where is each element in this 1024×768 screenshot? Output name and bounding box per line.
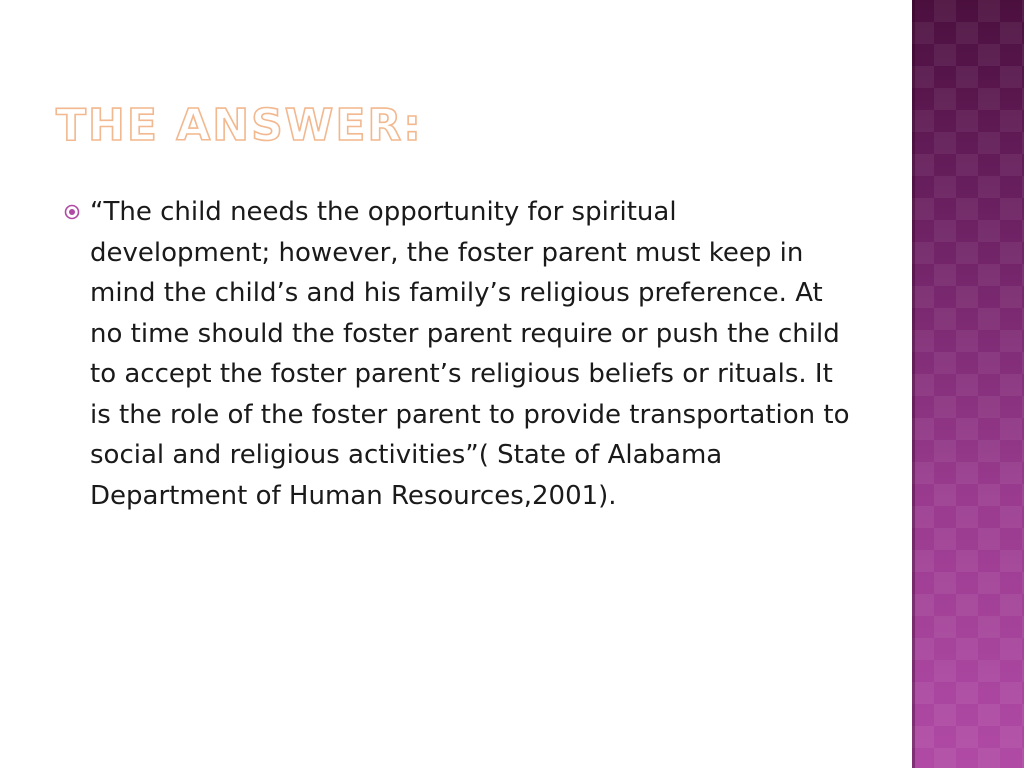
bullet-text: “The child needs the opportunity for spiritual development; however, the foster parent must keep in mind the child’s and his family’s religious preference. At no time should the foster parent require or push the child to accept the foster parent’s religious beliefs or rituals. It is the role of the foster parent to provide transportation to social and religious activities”( State of Alabama Department of Human Resources,2001). bbox=[90, 197, 850, 511]
diamond-pattern bbox=[912, 0, 1024, 768]
decorative-side-band bbox=[912, 0, 1024, 768]
slide-content bbox=[64, 192, 864, 516]
bullet-item bbox=[64, 192, 864, 516]
slide-title: THE ANSWER: bbox=[56, 100, 423, 151]
target-bullet-icon bbox=[64, 192, 90, 232]
band-edge bbox=[912, 0, 915, 768]
